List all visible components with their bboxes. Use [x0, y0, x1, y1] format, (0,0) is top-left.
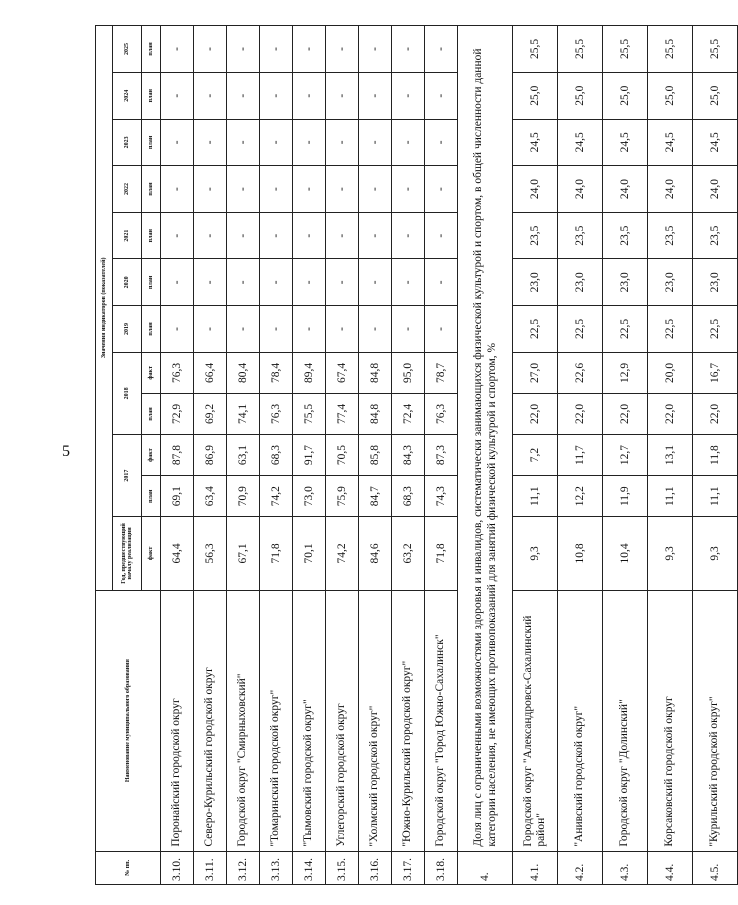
header-year-2017: 2017: [113, 435, 142, 517]
cell-2017-fact: 87,3: [425, 435, 458, 476]
cell-2023-plan: -: [392, 119, 425, 166]
cell-2021-plan: -: [293, 212, 326, 259]
cell-2018-plan: 77,4: [326, 393, 359, 434]
cell-2017-plan: 74,2: [260, 476, 293, 517]
header-plan: план: [142, 119, 161, 166]
cell-2024-plan: -: [227, 72, 260, 119]
cell-2025-plan: -: [161, 26, 194, 73]
cell-2018-plan: 22,0: [558, 393, 603, 434]
cell-2019-plan: -: [260, 306, 293, 353]
table-row: [260, 26, 293, 885]
cell-2018-plan: 69,2: [194, 393, 227, 434]
cell-2025-plan: -: [425, 26, 458, 73]
cell-2020-plan: 23,0: [648, 259, 693, 306]
table-row: [513, 26, 558, 885]
table-row: [359, 26, 392, 885]
cell-2023-plan: -: [260, 119, 293, 166]
table-row: [227, 26, 260, 885]
cell-base-fact: 84,6: [359, 517, 392, 590]
cell-base-fact: 70,1: [293, 517, 326, 590]
table-row: [425, 26, 458, 885]
cell-2021-plan: 23,5: [558, 212, 603, 259]
cell-2025-plan: -: [359, 26, 392, 73]
cell-2021-plan: -: [260, 212, 293, 259]
row-number: 4.: [458, 851, 513, 884]
table-row: [161, 26, 194, 885]
cell-2025-plan: 25,5: [648, 26, 693, 73]
cell-base-fact: 67,1: [227, 517, 260, 590]
cell-2023-plan: -: [161, 119, 194, 166]
cell-2017-plan: 11,1: [693, 476, 738, 517]
cell-2022-plan: -: [260, 166, 293, 213]
table-row: [603, 26, 648, 885]
cell-2018-fact: 20,0: [648, 352, 693, 393]
cell-2017-plan: 63,4: [194, 476, 227, 517]
cell-2024-plan: -: [425, 72, 458, 119]
cell-2018-fact: 66,4: [194, 352, 227, 393]
cell-2018-fact: 95,0: [392, 352, 425, 393]
cell-2020-plan: -: [392, 259, 425, 306]
cell-base-fact: 9,3: [648, 517, 693, 590]
row-number: 4.1.: [513, 851, 558, 884]
cell-2023-plan: -: [359, 119, 392, 166]
row-name: Городской округ "Смирныховский": [227, 590, 260, 851]
cell-2024-plan: -: [359, 72, 392, 119]
cell-2018-fact: 67,4: [326, 352, 359, 393]
indicators-table: [95, 25, 738, 885]
cell-2023-plan: -: [326, 119, 359, 166]
cell-2018-plan: 76,3: [425, 393, 458, 434]
cell-2018-plan: 22,0: [513, 393, 558, 434]
table-row: [648, 26, 693, 885]
cell-2024-plan: -: [194, 72, 227, 119]
cell-2021-plan: 23,5: [648, 212, 693, 259]
cell-2022-plan: -: [227, 166, 260, 213]
cell-2024-plan: 25,0: [558, 72, 603, 119]
cell-2017-plan: 74,3: [425, 476, 458, 517]
cell-2017-fact: 85,8: [359, 435, 392, 476]
cell-2019-plan: -: [293, 306, 326, 353]
cell-2024-plan: -: [161, 72, 194, 119]
cell-2017-plan: 73,0: [293, 476, 326, 517]
cell-2017-fact: 70,5: [326, 435, 359, 476]
cell-2017-fact: 63,1: [227, 435, 260, 476]
cell-2018-plan: 72,9: [161, 393, 194, 434]
row-name: Городской округ "Долинский": [603, 590, 648, 851]
cell-2022-plan: -: [425, 166, 458, 213]
cell-2019-plan: -: [326, 306, 359, 353]
cell-base-fact: 10,4: [603, 517, 648, 590]
cell-2019-plan: 22,5: [648, 306, 693, 353]
cell-2020-plan: -: [359, 259, 392, 306]
cell-2019-plan: 22,5: [603, 306, 648, 353]
cell-2018-fact: 22,6: [558, 352, 603, 393]
row-name: Северо-Курильский городской округ: [194, 590, 227, 851]
cell-2025-plan: -: [326, 26, 359, 73]
cell-2025-plan: -: [392, 26, 425, 73]
cell-2018-plan: 76,3: [260, 393, 293, 434]
table-row: [693, 26, 738, 885]
cell-2019-plan: -: [161, 306, 194, 353]
row-number: 4.5.: [693, 851, 738, 884]
row-number: 3.15.: [326, 851, 359, 884]
cell-2017-fact: 12,7: [603, 435, 648, 476]
cell-2018-fact: 84,8: [359, 352, 392, 393]
cell-2021-plan: -: [425, 212, 458, 259]
cell-2019-plan: -: [392, 306, 425, 353]
row-name: "Южно-Курильский городской округ": [392, 590, 425, 851]
cell-2020-plan: -: [293, 259, 326, 306]
rotated-table-container: [95, 25, 721, 885]
row-number: 3.11.: [194, 851, 227, 884]
page-number: 5: [62, 443, 70, 460]
cell-2020-plan: -: [227, 259, 260, 306]
row-name: "Анивский городской округ": [558, 590, 603, 851]
header-plan: план: [142, 212, 161, 259]
cell-2017-fact: 13,1: [648, 435, 693, 476]
row-number: 3.10.: [161, 851, 194, 884]
header-indicators: Значения индикаторов (показателей): [96, 26, 113, 591]
row-number: 4.4.: [648, 851, 693, 884]
header-fact: факт: [142, 352, 161, 393]
header-plan: план: [142, 166, 161, 213]
header-plan: план: [142, 72, 161, 119]
cell-2019-plan: 22,5: [693, 306, 738, 353]
cell-2020-plan: 23,0: [603, 259, 648, 306]
cell-base-fact: 63,2: [392, 517, 425, 590]
row-number: 3.17.: [392, 851, 425, 884]
row-number: 3.14.: [293, 851, 326, 884]
cell-2020-plan: 23,0: [558, 259, 603, 306]
cell-base-fact: 9,3: [513, 517, 558, 590]
table-row: [326, 26, 359, 885]
cell-2025-plan: -: [260, 26, 293, 73]
table-row: [293, 26, 326, 885]
cell-2019-plan: -: [194, 306, 227, 353]
cell-2018-plan: 22,0: [648, 393, 693, 434]
row-number: 4.2.: [558, 851, 603, 884]
table-body-indicator-4: [458, 26, 513, 885]
cell-2020-plan: -: [326, 259, 359, 306]
indicator-row: [458, 26, 513, 885]
cell-2024-plan: -: [326, 72, 359, 119]
cell-2023-plan: -: [293, 119, 326, 166]
cell-2017-plan: 11,9: [603, 476, 648, 517]
cell-2022-plan: 24,0: [513, 166, 558, 213]
cell-base-fact: 10,8: [558, 517, 603, 590]
cell-2022-plan: -: [392, 166, 425, 213]
cell-2017-fact: 7,2: [513, 435, 558, 476]
header-plan: план: [142, 476, 161, 517]
cell-2018-fact: 78,4: [260, 352, 293, 393]
cell-2022-plan: 24,0: [558, 166, 603, 213]
indicator-description: Доля лиц с ограниченными возможностями здоровья и инвалидов, систематически занимающихся физической культурой и спортом, в общей численности данной категории населения, не имеющих противопоказаний для занятий физической культурой и спортом, %: [458, 26, 513, 852]
cell-2023-plan: 24,5: [603, 119, 648, 166]
header-base-year: Год, предшествующий началу реализации: [113, 517, 142, 590]
cell-2024-plan: -: [293, 72, 326, 119]
row-name: Городской округ "Александровск-Сахалинский район": [513, 590, 558, 851]
header-year-2022: 2022: [113, 166, 142, 213]
cell-2024-plan: 25,0: [693, 72, 738, 119]
cell-2024-plan: 25,0: [513, 72, 558, 119]
cell-2020-plan: -: [161, 259, 194, 306]
cell-2021-plan: -: [359, 212, 392, 259]
header-year-2023: 2023: [113, 119, 142, 166]
cell-2019-plan: 22,5: [558, 306, 603, 353]
cell-2021-plan: -: [161, 212, 194, 259]
header-year-2024: 2024: [113, 72, 142, 119]
cell-2021-plan: -: [326, 212, 359, 259]
row-name: Городской округ "Город Южно-Сахалинск": [425, 590, 458, 851]
cell-2021-plan: 23,5: [603, 212, 648, 259]
cell-2017-plan: 68,3: [392, 476, 425, 517]
header-fact: факт: [142, 435, 161, 476]
cell-2018-fact: 12,9: [603, 352, 648, 393]
cell-2017-plan: 84,7: [359, 476, 392, 517]
cell-2024-plan: 25,0: [603, 72, 648, 119]
cell-base-fact: 71,8: [260, 517, 293, 590]
cell-2023-plan: -: [227, 119, 260, 166]
row-number: 3.13.: [260, 851, 293, 884]
cell-2020-plan: -: [260, 259, 293, 306]
header-year-2019: 2019: [113, 306, 142, 353]
header-plan: план: [142, 393, 161, 434]
cell-2018-fact: 89,4: [293, 352, 326, 393]
cell-2025-plan: -: [194, 26, 227, 73]
cell-2022-plan: -: [194, 166, 227, 213]
cell-2021-plan: -: [392, 212, 425, 259]
row-number: 4.3.: [603, 851, 648, 884]
cell-2017-fact: 84,3: [392, 435, 425, 476]
table-row: [194, 26, 227, 885]
cell-base-fact: 64,4: [161, 517, 194, 590]
cell-2025-plan: 25,5: [513, 26, 558, 73]
cell-2019-plan: -: [227, 306, 260, 353]
cell-2025-plan: 25,5: [603, 26, 648, 73]
cell-2023-plan: 24,5: [693, 119, 738, 166]
cell-2023-plan: -: [425, 119, 458, 166]
row-name: Поронайский городской округ: [161, 590, 194, 851]
cell-2022-plan: -: [161, 166, 194, 213]
header-plan: план: [142, 306, 161, 353]
cell-2018-plan: 72,4: [392, 393, 425, 434]
header-fact: факт: [142, 517, 161, 590]
cell-2018-plan: 22,0: [603, 393, 648, 434]
header-year-2020: 2020: [113, 259, 142, 306]
cell-2017-fact: 87,8: [161, 435, 194, 476]
cell-2019-plan: 22,5: [513, 306, 558, 353]
cell-2023-plan: -: [194, 119, 227, 166]
cell-2018-plan: 75,5: [293, 393, 326, 434]
cell-2018-plan: 22,0: [693, 393, 738, 434]
row-name: "Томаринский городской округ": [260, 590, 293, 851]
cell-2018-fact: 16,7: [693, 352, 738, 393]
cell-base-fact: 56,3: [194, 517, 227, 590]
cell-2017-plan: 11,1: [513, 476, 558, 517]
cell-base-fact: 74,2: [326, 517, 359, 590]
cell-2019-plan: -: [359, 306, 392, 353]
cell-2019-plan: -: [425, 306, 458, 353]
cell-2017-fact: 91,7: [293, 435, 326, 476]
cell-2025-plan: -: [293, 26, 326, 73]
cell-2023-plan: 24,5: [513, 119, 558, 166]
header-year-2025: 2025: [113, 26, 142, 73]
cell-2017-plan: 11,1: [648, 476, 693, 517]
row-name: Углегорский городской округ: [326, 590, 359, 851]
row-name: "Курильский городской округ": [693, 590, 738, 851]
cell-2018-fact: 80,4: [227, 352, 260, 393]
cell-2023-plan: 24,5: [648, 119, 693, 166]
cell-2017-fact: 86,9: [194, 435, 227, 476]
cell-2020-plan: -: [425, 259, 458, 306]
cell-2021-plan: -: [227, 212, 260, 259]
cell-2021-plan: 23,5: [513, 212, 558, 259]
cell-2025-plan: 25,5: [558, 26, 603, 73]
cell-2017-fact: 68,3: [260, 435, 293, 476]
row-number: 3.18.: [425, 851, 458, 884]
cell-2017-fact: 11,7: [558, 435, 603, 476]
header-plan: план: [142, 26, 161, 73]
cell-2022-plan: 24,0: [603, 166, 648, 213]
table-body-section-3: [161, 26, 458, 885]
cell-2017-plan: 70,9: [227, 476, 260, 517]
row-name: Корсаковский городской округ: [648, 590, 693, 851]
cell-2017-plan: 12,2: [558, 476, 603, 517]
cell-2017-fact: 11,8: [693, 435, 738, 476]
row-name: "Тымовский городской округ": [293, 590, 326, 851]
cell-2021-plan: -: [194, 212, 227, 259]
header-plan: план: [142, 259, 161, 306]
table-body-section-4: [513, 26, 738, 885]
cell-2024-plan: 25,0: [648, 72, 693, 119]
header-name: Наименование муниципального образования: [96, 590, 161, 851]
cell-2025-plan: 25,5: [693, 26, 738, 73]
row-name: "Холмский городской округ": [359, 590, 392, 851]
cell-2018-fact: 27,0: [513, 352, 558, 393]
cell-2022-plan: -: [293, 166, 326, 213]
cell-2017-plan: 69,1: [161, 476, 194, 517]
cell-2025-plan: -: [227, 26, 260, 73]
cell-2018-fact: 78,7: [425, 352, 458, 393]
cell-2020-plan: -: [194, 259, 227, 306]
cell-2021-plan: 23,5: [693, 212, 738, 259]
header-year-2018: 2018: [113, 352, 142, 434]
row-number: 3.16.: [359, 851, 392, 884]
cell-2022-plan: 24,0: [648, 166, 693, 213]
table-row: [392, 26, 425, 885]
cell-base-fact: 71,8: [425, 517, 458, 590]
cell-2018-plan: 84,8: [359, 393, 392, 434]
header-year-2021: 2021: [113, 212, 142, 259]
cell-2017-plan: 75,9: [326, 476, 359, 517]
row-number: 3.12.: [227, 851, 260, 884]
cell-2023-plan: 24,5: [558, 119, 603, 166]
cell-2022-plan: -: [359, 166, 392, 213]
cell-2018-plan: 74,1: [227, 393, 260, 434]
cell-2020-plan: 23,0: [513, 259, 558, 306]
cell-2022-plan: 24,0: [693, 166, 738, 213]
cell-2020-plan: 23,0: [693, 259, 738, 306]
table-row: [558, 26, 603, 885]
cell-2024-plan: -: [392, 72, 425, 119]
cell-2024-plan: -: [260, 72, 293, 119]
cell-2018-fact: 76,3: [161, 352, 194, 393]
header-num: № пп.: [96, 851, 161, 884]
cell-2022-plan: -: [326, 166, 359, 213]
cell-base-fact: 9,3: [693, 517, 738, 590]
